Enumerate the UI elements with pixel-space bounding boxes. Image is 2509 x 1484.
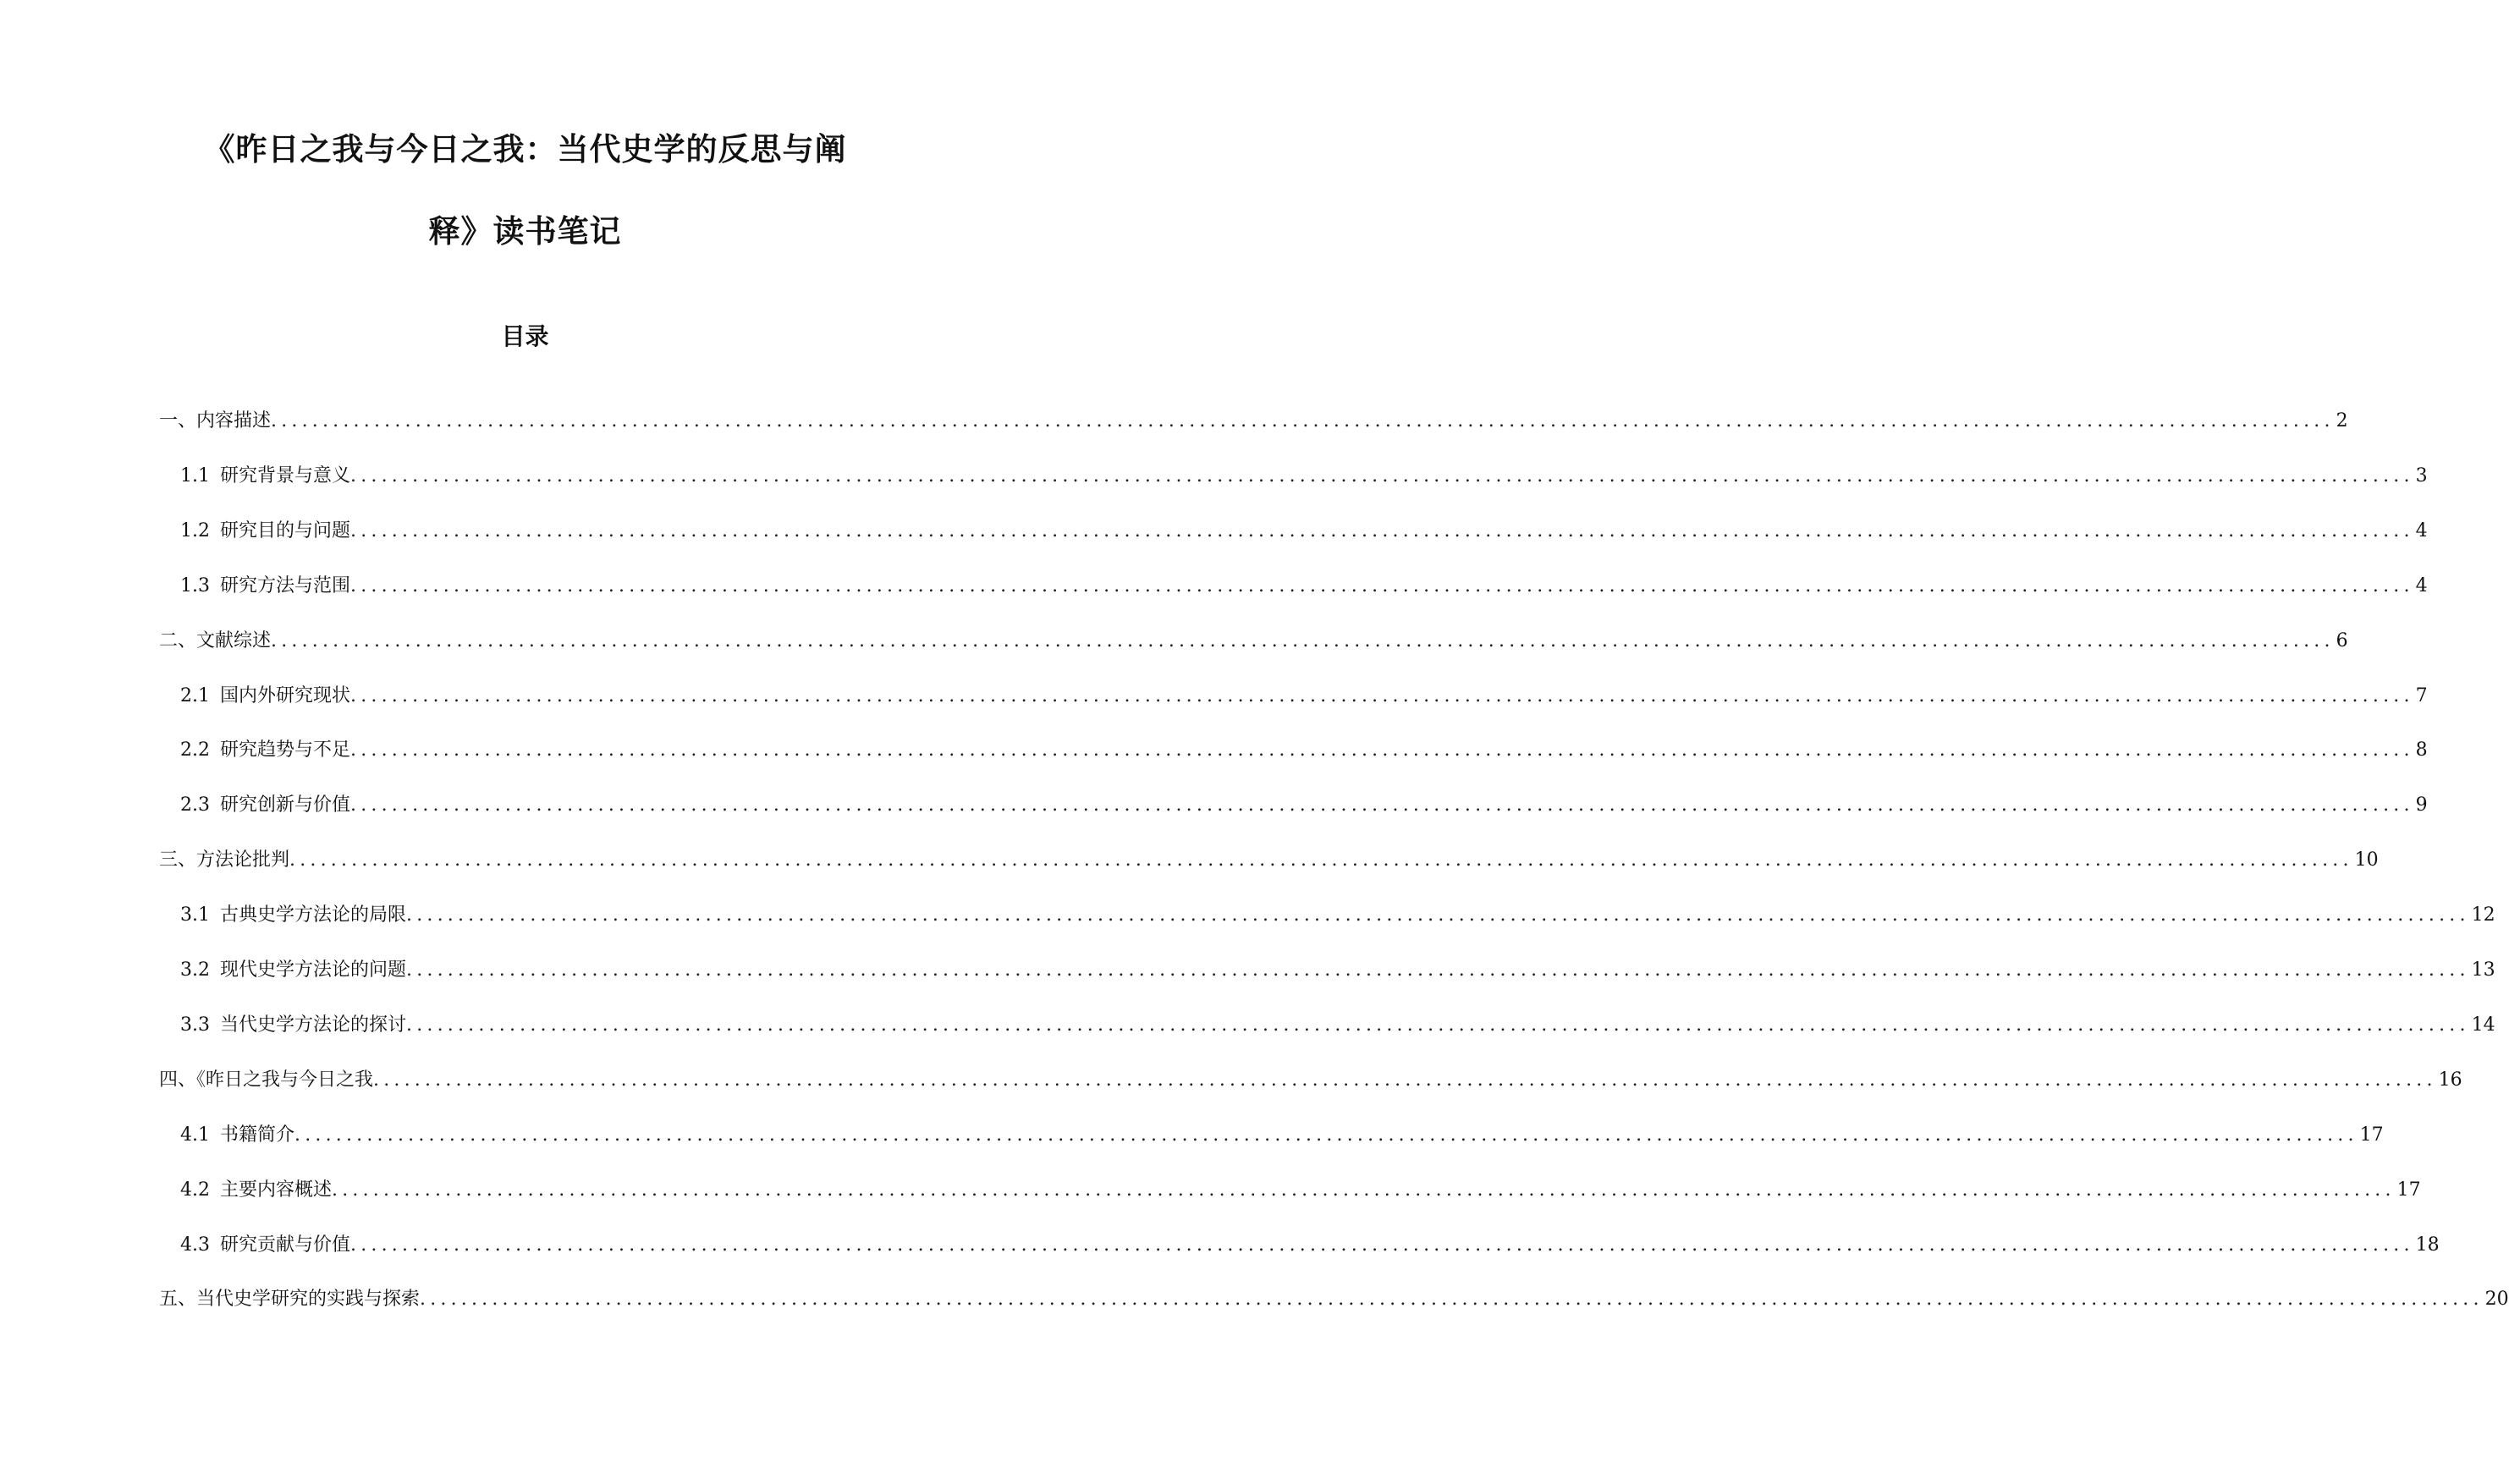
toc-page-number: 9	[2415, 794, 2428, 816]
toc-entry-title: 国内外研究现状	[220, 684, 351, 706]
toc-dot-leader: ........................................................................................................................................................................................................	[271, 629, 2335, 651]
toc-page-number: 14	[2471, 1014, 2495, 1036]
toc-entry-title: 书籍简介	[220, 1124, 295, 1146]
toc-page-number: 4	[2415, 574, 2428, 596]
toc-entry-title: 当代史学方法论的探讨	[220, 1014, 407, 1036]
toc-section-entry[interactable]	[180, 1124, 2384, 1151]
toc-dot-leader: ........................................................................................................................................................................................................	[350, 794, 2414, 816]
toc-dot-leader: ........................................................................................................................................................................................................	[332, 1179, 2396, 1201]
toc-section-number: 3.3	[180, 1014, 210, 1036]
toc-entry-title: 研究创新与价值	[220, 794, 351, 816]
toc-page-number: 8	[2415, 739, 2428, 761]
toc-section-entry[interactable]	[180, 1014, 2495, 1042]
toc-section-number: 4.2	[180, 1179, 210, 1201]
toc-chapter-entry[interactable]	[159, 849, 2379, 877]
toc-dot-leader: ........................................................................................................................................................................................................	[350, 519, 2414, 541]
toc-section-number: 2.3	[180, 794, 210, 816]
toc-chapter-entry[interactable]	[159, 629, 2348, 657]
toc-section-number: 1.2	[180, 519, 210, 541]
toc-section-number: 3.2	[180, 959, 210, 981]
toc-chapter-entry[interactable]	[159, 1289, 2509, 1316]
toc-entry-title: 研究背景与意义	[220, 464, 351, 486]
toc-entry-title: 古典史学方法论的局限	[220, 904, 407, 926]
toc-page-number: 2	[2336, 410, 2348, 431]
toc-entry-title: 三、方法论批判	[159, 849, 290, 871]
toc-dot-leader: ........................................................................................................................................................................................................	[406, 959, 2470, 981]
toc-chapter-entry[interactable]	[159, 410, 2348, 437]
toc-section-entry[interactable]	[180, 684, 2428, 712]
toc-dot-leader: ........................................................................................................................................................................................................	[406, 904, 2470, 926]
toc-section-entry[interactable]	[180, 574, 2428, 602]
toc-entry-title: 二、文献综述	[159, 629, 272, 651]
toc-page-number: 10	[2354, 849, 2379, 871]
toc-page-number: 4	[2415, 519, 2428, 541]
toc-section-number: 2.1	[180, 684, 210, 706]
document-title-line-1: 《昨日之我与今日之我：当代史学的反思与阐	[203, 131, 847, 168]
toc-page-number: 13	[2471, 959, 2495, 981]
toc-chapter-entry[interactable]	[159, 1069, 2462, 1097]
toc-entry-title: 研究目的与问题	[220, 519, 351, 541]
toc-entry-title: 四、《昨日之我与今日之我	[159, 1069, 374, 1091]
toc-entry-title: 一、内容描述	[159, 410, 272, 431]
toc-dot-leader: ........................................................................................................................................................................................................	[350, 684, 2414, 706]
toc-page-number: 6	[2336, 629, 2348, 651]
toc-page-number: 17	[2396, 1179, 2421, 1201]
toc-dot-leader: ........................................................................................................................................................................................................	[350, 739, 2414, 761]
toc-section-number: 1.1	[180, 464, 210, 486]
toc-dot-leader: ........................................................................................................................................................................................................	[350, 464, 2414, 486]
toc-dot-leader: ........................................................................................................................................................................................................	[350, 574, 2414, 596]
toc-section-entry[interactable]	[180, 959, 2495, 987]
toc-entry-title: 现代史学方法论的问题	[220, 959, 407, 981]
toc-section-number: 4.3	[180, 1234, 210, 1256]
toc-entry-title: 研究方法与范围	[220, 574, 351, 596]
toc-section-number: 3.1	[180, 904, 210, 926]
toc-page-number: 18	[2415, 1234, 2440, 1256]
toc-entry-title: 研究贡献与价值	[220, 1234, 351, 1256]
toc-dot-leader: ........................................................................................................................................................................................................	[373, 1069, 2437, 1091]
toc-section-entry[interactable]	[180, 519, 2428, 547]
toc-section-entry[interactable]	[180, 464, 2428, 492]
toc-page-number: 20	[2484, 1289, 2509, 1311]
toc-page-number: 12	[2471, 904, 2495, 926]
toc-section-entry[interactable]	[180, 1179, 2421, 1206]
toc-section-number: 2.2	[180, 739, 210, 761]
toc-entry-title: 研究趋势与不足	[220, 739, 351, 761]
toc-dot-leader: ........................................................................................................................................................................................................	[289, 849, 2353, 871]
toc-page-number: 16	[2438, 1069, 2462, 1091]
toc-section-number: 1.3	[180, 574, 210, 596]
toc-section-entry[interactable]	[180, 904, 2495, 932]
toc-dot-leader: ........................................................................................................................................................................................................	[406, 1014, 2470, 1036]
toc-entry-title: 主要内容概述	[220, 1179, 333, 1201]
toc-dot-leader: ........................................................................................................................................................................................................	[294, 1124, 2358, 1146]
toc-dot-leader: ........................................................................................................................................................................................................	[350, 1234, 2414, 1256]
toc-section-entry[interactable]	[180, 739, 2428, 767]
toc-dot-leader: ........................................................................................................................................................................................................	[271, 410, 2335, 431]
toc-page-number: 17	[2359, 1124, 2384, 1146]
toc-heading: 目录	[501, 322, 549, 350]
toc-section-entry[interactable]	[180, 1234, 2440, 1261]
toc-page-number: 3	[2415, 464, 2428, 486]
document-title-line-2: 释》读书笔记	[428, 213, 622, 250]
toc-page-number: 7	[2415, 684, 2428, 706]
toc-section-entry[interactable]	[180, 794, 2428, 822]
toc-section-number: 4.1	[180, 1124, 210, 1146]
toc-entry-title: 五、当代史学研究的实践与探索	[159, 1289, 421, 1311]
toc-dot-leader: ........................................................................................................................................................................................................	[420, 1289, 2484, 1311]
